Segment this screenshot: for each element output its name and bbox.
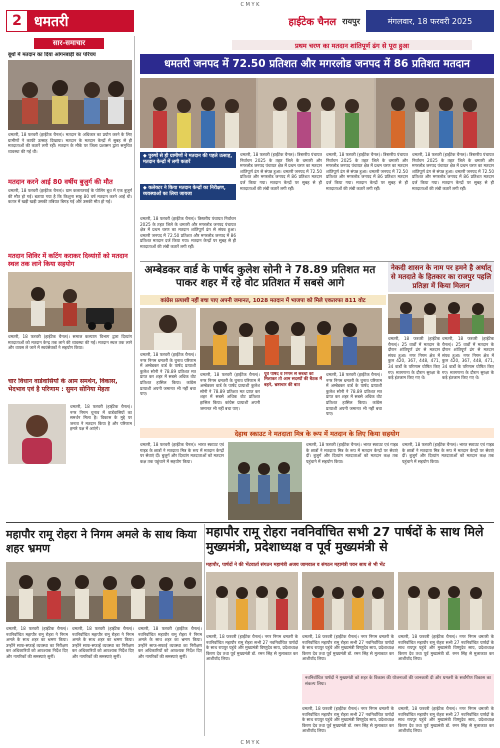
brand-name: हाईटेक चैनल: [288, 17, 337, 28]
bottom-right-subheadline: महापौर, पार्षदों ने की भेंटवार्ता संगठन महामंत्री अजय जामवाल व संगठन महामंत्री पवन साय से भी भेंट: [206, 562, 386, 568]
top-bullet-2-text: कलेक्टर ने किया मतदान केन्द्रों का निरीक्षण, व्यवस्थाओं का लिया जायजा: [143, 186, 226, 197]
page-number: 2: [6, 10, 28, 32]
story1-photo: [8, 60, 132, 130]
bottom-right-body-col2: धमतरी, 18 फरवरी (हाईटेक चैनल)। नगर निगम धमतरी के नवनिर्वाचित महापौर रामू रोहरा सभी 27 नवनिर्वाचित पार्षदों के साथ रायपुर पहुंचे और मुख्यमंत्री विष्णुदेव साय, प्रदेशाध्यक्ष किरण देव तथा पूर्व मुख्यमंत्री डॉ. रमन सिंह से मुलाकात कर आशीर्वाद लिया।: [302, 634, 394, 662]
scout-photo: [228, 442, 302, 520]
top-bullet-1: [140, 152, 236, 168]
right-body-col1: धमतरी, 18 फरवरी (हाईटेक चैनल)। 25 वार्डों में मतदान के दौरान शांतिपूर्ण ढंग से मतदान संपन्न हुआ। नगर निगम क्षेत्र में कुल 420, 367, 448, 471, 34 वार्डों के परिणाम घोषित किए गए। मतगणना के दौरान सुरक्षा के कड़े इंतजाम किए गए थे।: [388, 336, 440, 381]
scout-body-col1: धमतरी, 18 फरवरी (हाईटेक चैनल)। भारत स्काउट एवं गाइड के छात्रों ने मतदाता मित्र के रूप में मतदान केन्द्रों पर सेवाएं दीं। बुजुर्ग और दिव्यांग मतदाताओं को मतदान कक्ष तक पहुंचाने में सहयोग किया।: [140, 442, 224, 464]
scout-headline: देहाथ स्काउट ने मतदाता मित्र के रूप में मतदान के लिए किया सहयोग: [140, 428, 494, 438]
story4-headline: चार विधान वार्डवासियों के आम समर्थन, विकास, भेदभाव एवं है परिणाम : सुमन सोनिया मेहता: [8, 378, 118, 393]
bottom-left-photo: [6, 562, 202, 622]
section-tag: सार-समाचार: [34, 38, 104, 49]
city-name: रायपुर: [342, 16, 360, 26]
middle-headline: अम्बेडकर वार्ड के पार्षद कुलेश सोनी ने 78.89 प्रतिशत मत पाकर शहर में रहे वोट प्रतिशत में सबसे आगे: [144, 264, 376, 289]
story4-body: धमतरी, 18 फरवरी (हाईटेक चैनल)। नगर निगम चुनाव में वार्डवासियों का समर्थन मिला है। विकास के मुद्दे पर जनता ने मतदान किया है और परिणाम हमारे पक्ष में आएंगे।: [70, 404, 132, 432]
scout-body-col3: धमतरी, 18 फरवरी (हाईटेक चैनल)। भारत स्काउट एवं गाइड के छात्रों ने मतदाता मित्र के रूप में मतदान केन्द्रों पर सेवाएं दीं। बुजुर्ग और दिव्यांग मतदाताओं को मतदान कक्ष तक पहुंचाने में सहयोग किया।: [402, 442, 494, 464]
bottom-right-headline: महापौर रामू रोहरा नवनिर्वाचित सभी 27 पार्षदों के साथ मिले मुख्यमंत्री, प्रदेशाध्यक्ष व पूर्व मुख्यमंत्री से: [206, 524, 484, 554]
masthead-brand: [134, 10, 366, 32]
right-box-headline: नेकदी शासन के नाम पर हमने है अर्थात् से मतदाते के हितकार का राजपुर पहलि प्रतिज्ञा में किया मिलान: [388, 262, 494, 292]
story4-portrait: [8, 404, 66, 464]
print-registration-mark: C M Y K: [240, 2, 260, 8]
right-body-col2: धमतरी, 18 फरवरी (हाईटेक चैनल)। 25 वार्डों में मतदान के दौरान शांतिपूर्ण ढंग से मतदान संपन्न हुआ। नगर निगम क्षेत्र में कुल 420, 367, 448, 471, 34 वार्डों के परिणाम घोषित किए गए। मतगणना के दौरान सुरक्षा के कड़े इंतजाम किए गए थे।: [442, 336, 494, 381]
right-box-photo: [388, 294, 494, 334]
top-photo-group: [140, 78, 494, 148]
middle-portrait: [140, 308, 196, 350]
print-registration-mark-bottom: C M Y K: [240, 740, 260, 746]
column-divider: [134, 36, 135, 426]
top-body-col3: धमतरी, 18 फरवरी (हाईटेक चैनल)। त्रिस्तरीय पंचायत निर्वाचन 2025 के तहत जिले के धमतरी और मगरलोड जनपद पंचायत क्षेत्र में प्रथम चरण का मतदान शांतिपूर्ण ढंग से संपन्न हुआ। धमतरी जनपद में 72.50 प्रतिशत और मगरलोड जनपद में 86 प्रतिशत मतदान दर्ज किया गया। मतदान केन्द्रों पर सुबह से ही मतदाताओं की लंबी कतारें लगी रहीं।: [326, 152, 408, 191]
issue-date: मंगलवार, 18 फरवरी 2025: [366, 10, 494, 32]
bottom-right-note: नवनिर्वाचित पार्षदों ने मुख्यमंत्री को शहर के विकास की योजनाओं की जानकारी दी और धमतरी के सर्वांगीण विकास का संकल्प लिया।: [302, 674, 494, 704]
bottom-right-body-col3: धमतरी, 18 फरवरी (हाईटेक चैनल)। नगर निगम धमतरी के नवनिर्वाचित महापौर रामू रोहरा सभी 27 नवनिर्वाचित पार्षदों के साथ रायपुर पहुंचे और मुख्यमंत्री विष्णुदेव साय, प्रदेशाध्यक्ष किरण देव तथा पूर्व मुख्यमंत्री डॉ. रमन सिंह से मुलाकात कर आशीर्वाद लिया।: [398, 634, 494, 662]
masthead: [6, 10, 494, 32]
middle-photo: [200, 308, 382, 370]
story3-body: धमतरी, 18 फरवरी (हाईटेक चैनल)। समाज कल्याण विभाग द्वारा दिव्यांग मतदाताओं को मतदान केन्द्र तक लाने की व्यवस्था की गई। मतदान स्थल तक लाने और वापस ले जाने में स्वयंसेवकों ने सहयोग किया।: [8, 334, 132, 351]
bottom-left-body-col2: धमतरी, 18 फरवरी (हाईटेक चैनल)। नवनिर्वाचित महापौर रामू रोहरा ने निगम अमले के साथ शहर का भ्रमण किया। उन्होंने साफ-सफाई व्यवस्था का निरीक्षण कर अधिकारियों को आवश्यक निर्देश दिए और नागरिकों की समस्याएं सुनीं।: [72, 626, 134, 659]
story3-headline: मतदान शिविर में कटिंग कराकर दिव्यांग़ों को मतदान स्थल तक लाने किया सहयोग: [8, 252, 128, 268]
bottom-left-body-col1: धमतरी, 18 फरवरी (हाईटेक चैनल)। नवनिर्वाचित महापौर रामू रोहरा ने निगम अमले के साथ शहर का भ्रमण किया। उन्होंने साफ-सफाई व्यवस्था का निरीक्षण कर अधिकारियों को आवश्यक निर्देश दिए और नागरिकों की समस्याएं सुनीं।: [6, 626, 68, 659]
middle-subheadline: कांग्रेस प्रत्याशी नहीं बचा पाए अपनी जमानत, 1028 मतदान में भाजपा को मिले एकतरफा 811 वोट: [140, 295, 386, 305]
top-banner-headline: धमतरी जनपद में 72.50 प्रतिशत और मगरलोड जनपद में 86 प्रतिशत मतदान: [140, 54, 494, 74]
scout-body-col2: धमतरी, 18 फरवरी (हाईटेक चैनल)। भारत स्काउट एवं गाइड के छात्रों ने मतदाता मित्र के रूप में मतदान केन्द्रों पर सेवाएं दीं। बुजुर्ग और दिव्यांग मतदाताओं को मतदान कक्ष तक पहुंचाने में सहयोग किया।: [306, 442, 398, 464]
middle-body-col2: धमतरी, 18 फरवरी (हाईटेक चैनल)। नगर निगम धमतरी के चुनाव परिणाम में अम्बेडकर वार्ड के पार्षद प्रत्याशी कुलेश सोनी ने 78.89 प्रतिशत मत प्राप्त कर शहर में सबसे अधिक वोट प्रतिशत हासिल किया। कांग्रेस प्रत्याशी अपनी जमानत भी नहीं बचा पाए।: [200, 372, 260, 411]
top-body-col4: धमतरी, 18 फरवरी (हाईटेक चैनल)। त्रिस्तरीय पंचायत निर्वाचन 2025 के तहत जिले के धमतरी और मगरलोड जनपद पंचायत क्षेत्र में प्रथम चरण का मतदान शांतिपूर्ण ढंग से संपन्न हुआ। धमतरी जनपद में 72.50 प्रतिशत और मगरलोड जनपद में 86 प्रतिशत मतदान दर्ज किया गया। मतदान केन्द्रों पर सुबह से ही मतदाताओं की लंबी कतारें लगी रहीं।: [412, 152, 494, 191]
story3-photo: [8, 272, 132, 332]
bottom-right-body-col5: धमतरी, 18 फरवरी (हाईटेक चैनल)। नगर निगम धमतरी के नवनिर्वाचित महापौर रामू रोहरा सभी 27 नवनिर्वाचित पार्षदों के साथ रायपुर पहुंचे और मुख्यमंत्री विष्णुदेव साय, प्रदेशाध्यक्ष किरण देव तथा पूर्व मुख्यमंत्री डॉ. रमन सिंह से मुलाकात कर आशीर्वाद लिया।: [398, 706, 494, 734]
story1-body: धमतरी, 18 फरवरी (हाईटेक चैनल)। मतदान के अधिकार का प्रयोग करने के लिए ग्रामीणों ने काफी उत्साह दिखाया। मतदान के मतदान केन्द्रों में सुबह से ही मतदाताओं की कतारें लगी रहीं। मतदान के मौके पर जिला प्रशासन द्वारा समुचित व्यवस्था की गई थी।: [8, 132, 132, 154]
bottom-right-body-col1: धमतरी, 18 फरवरी (हाईटेक चैनल)। नगर निगम धमतरी के नवनिर्वाचित महापौर रामू रोहरा सभी 27 नवनिर्वाचित पार्षदों के साथ रायपुर पहुंचे और मुख्यमंत्री विष्णुदेव साय, प्रदेशाध्यक्ष किरण देव तथा पूर्व मुख्यमंत्री डॉ. रमन सिंह से मुलाकात कर आशीर्वाद लिया।: [206, 634, 298, 662]
top-bullet-1-text: पुरुषों से ही ग्रामीणों ने मतदान की पहले उत्साह, मतदान केन्द्रों में लगी कतारें: [143, 154, 233, 165]
diamond-bullet-icon: ◆: [143, 154, 149, 159]
diamond-bullet-icon: ◆: [143, 186, 149, 191]
middle-body-col3: धमतरी, 18 फरवरी (हाईटेक चैनल)। नगर निगम धमतरी के चुनाव परिणाम में अम्बेडकर वार्ड के पार्षद प्रत्याशी कुलेश सोनी ने 78.89 प्रतिशत मत प्राप्त कर शहर में सबसे अधिक वोट प्रतिशत हासिल किया। कांग्रेस प्रत्याशी अपनी जमानत भी नहीं बचा पाए।: [326, 372, 382, 417]
bottom-left-body-col3: धमतरी, 18 फरवरी (हाईटेक चैनल)। नवनिर्वाचित महापौर रामू रोहरा ने निगम अमले के साथ शहर का भ्रमण किया। उन्होंने साफ-सफाई व्यवस्था का निरीक्षण कर अधिकारियों को आवश्यक निर्देश दिए और नागरिकों की समस्याएं सुनीं।: [138, 626, 202, 659]
bottom-right-photo-2: [302, 572, 394, 630]
story2-body: धमतरी, 18 फरवरी (हाईटेक चैनल)। ग्राम कलारतराई के पोलिंग बूथ में एक बुजुर्ग की मौत हो गई। बताया गया है कि किशुना साहू 80 वर्ष मतदान करने आई थी। कतार में खड़ी खड़ी उसकी तबियत बिगड़ गई और उसकी मौत हो गई।: [8, 188, 132, 205]
top-body-col1: धमतरी, 18 फरवरी (हाईटेक चैनल)। त्रिस्तरीय पंचायत निर्वाचन 2025 के तहत जिले के धमतरी और मगरलोड जनपद पंचायत क्षेत्र में प्रथम चरण का मतदान शांतिपूर्ण ढंग से संपन्न हुआ। धमतरी जनपद में 72.50 प्रतिशत और मगरलोड जनपद में 86 प्रतिशत मतदान दर्ज किया गया। मतदान केन्द्रों पर सुबह से ही मतदाताओं की लंबी कतारें लगी रहीं।: [140, 216, 236, 249]
bottom-left-headline: महापौर रामू रोहरा ने निगम अमले के साथ किया शहर भ्रमण: [6, 528, 197, 555]
top-body-col2: धमतरी, 18 फरवरी (हाईटेक चैनल)। त्रिस्तरीय पंचायत निर्वाचन 2025 के तहत जिले के धमतरी और मगरलोड जनपद पंचायत क्षेत्र में प्रथम चरण का मतदान शांतिपूर्ण ढंग से संपन्न हुआ। धमतरी जनपद में 72.50 प्रतिशत और मगरलोड जनपद में 86 प्रतिशत मतदान दर्ज किया गया। मतदान केन्द्रों पर सुबह से ही मतदाताओं की लंबी कतारें लगी रहीं।: [240, 152, 322, 191]
top-bullet-2: [140, 184, 236, 200]
masthead-left: [6, 10, 134, 32]
section-name: धमतरी: [34, 13, 69, 30]
bottom-right-photo-1: [206, 572, 298, 630]
story2-headline: मतदान करने आई 80 वर्षीय बुजुर्ग की मौत: [8, 178, 113, 186]
top-kicker: प्रथम चरण का मतदान शांतिपूर्ण ढंग से पूरा हुआ: [232, 40, 472, 50]
story1-headline: बूथों में मतदान का दिया आंगनबाड़ी का परिचय: [8, 52, 96, 58]
bottom-right-body-col4: धमतरी, 18 फरवरी (हाईटेक चैनल)। नगर निगम धमतरी के नवनिर्वाचित महापौर रामू रोहरा सभी 27 नवनिर्वाचित पार्षदों के साथ रायपुर पहुंचे और मुख्यमंत्री विष्णुदेव साय, प्रदेशाध्यक्ष किरण देव तथा पूर्व मुख्यमंत्री डॉ. रमन सिंह से मुलाकात कर आशीर्वाद लिया।: [302, 706, 394, 734]
bottom-column-divider: [204, 524, 205, 736]
bottom-section-rule: [6, 522, 494, 523]
middle-inset-quote: पूर्व पार्षद व निगम से संबंधों को मिलाकर तो आम सदस्यों की बैठक में बहने, भ्रष्टाचार की बात: [264, 372, 322, 388]
middle-body-col1: धमतरी, 18 फरवरी (हाईटेक चैनल)। नगर निगम धमतरी के चुनाव परिणाम में अम्बेडकर वार्ड के पार्षद प्रत्याशी कुलेश सोनी ने 78.89 प्रतिशत मत प्राप्त कर शहर में सबसे अधिक वोट प्रतिशत हासिल किया। कांग्रेस प्रत्याशी अपनी जमानत भी नहीं बचा पाए।: [140, 352, 196, 397]
bottom-right-photo-3: [398, 572, 494, 630]
